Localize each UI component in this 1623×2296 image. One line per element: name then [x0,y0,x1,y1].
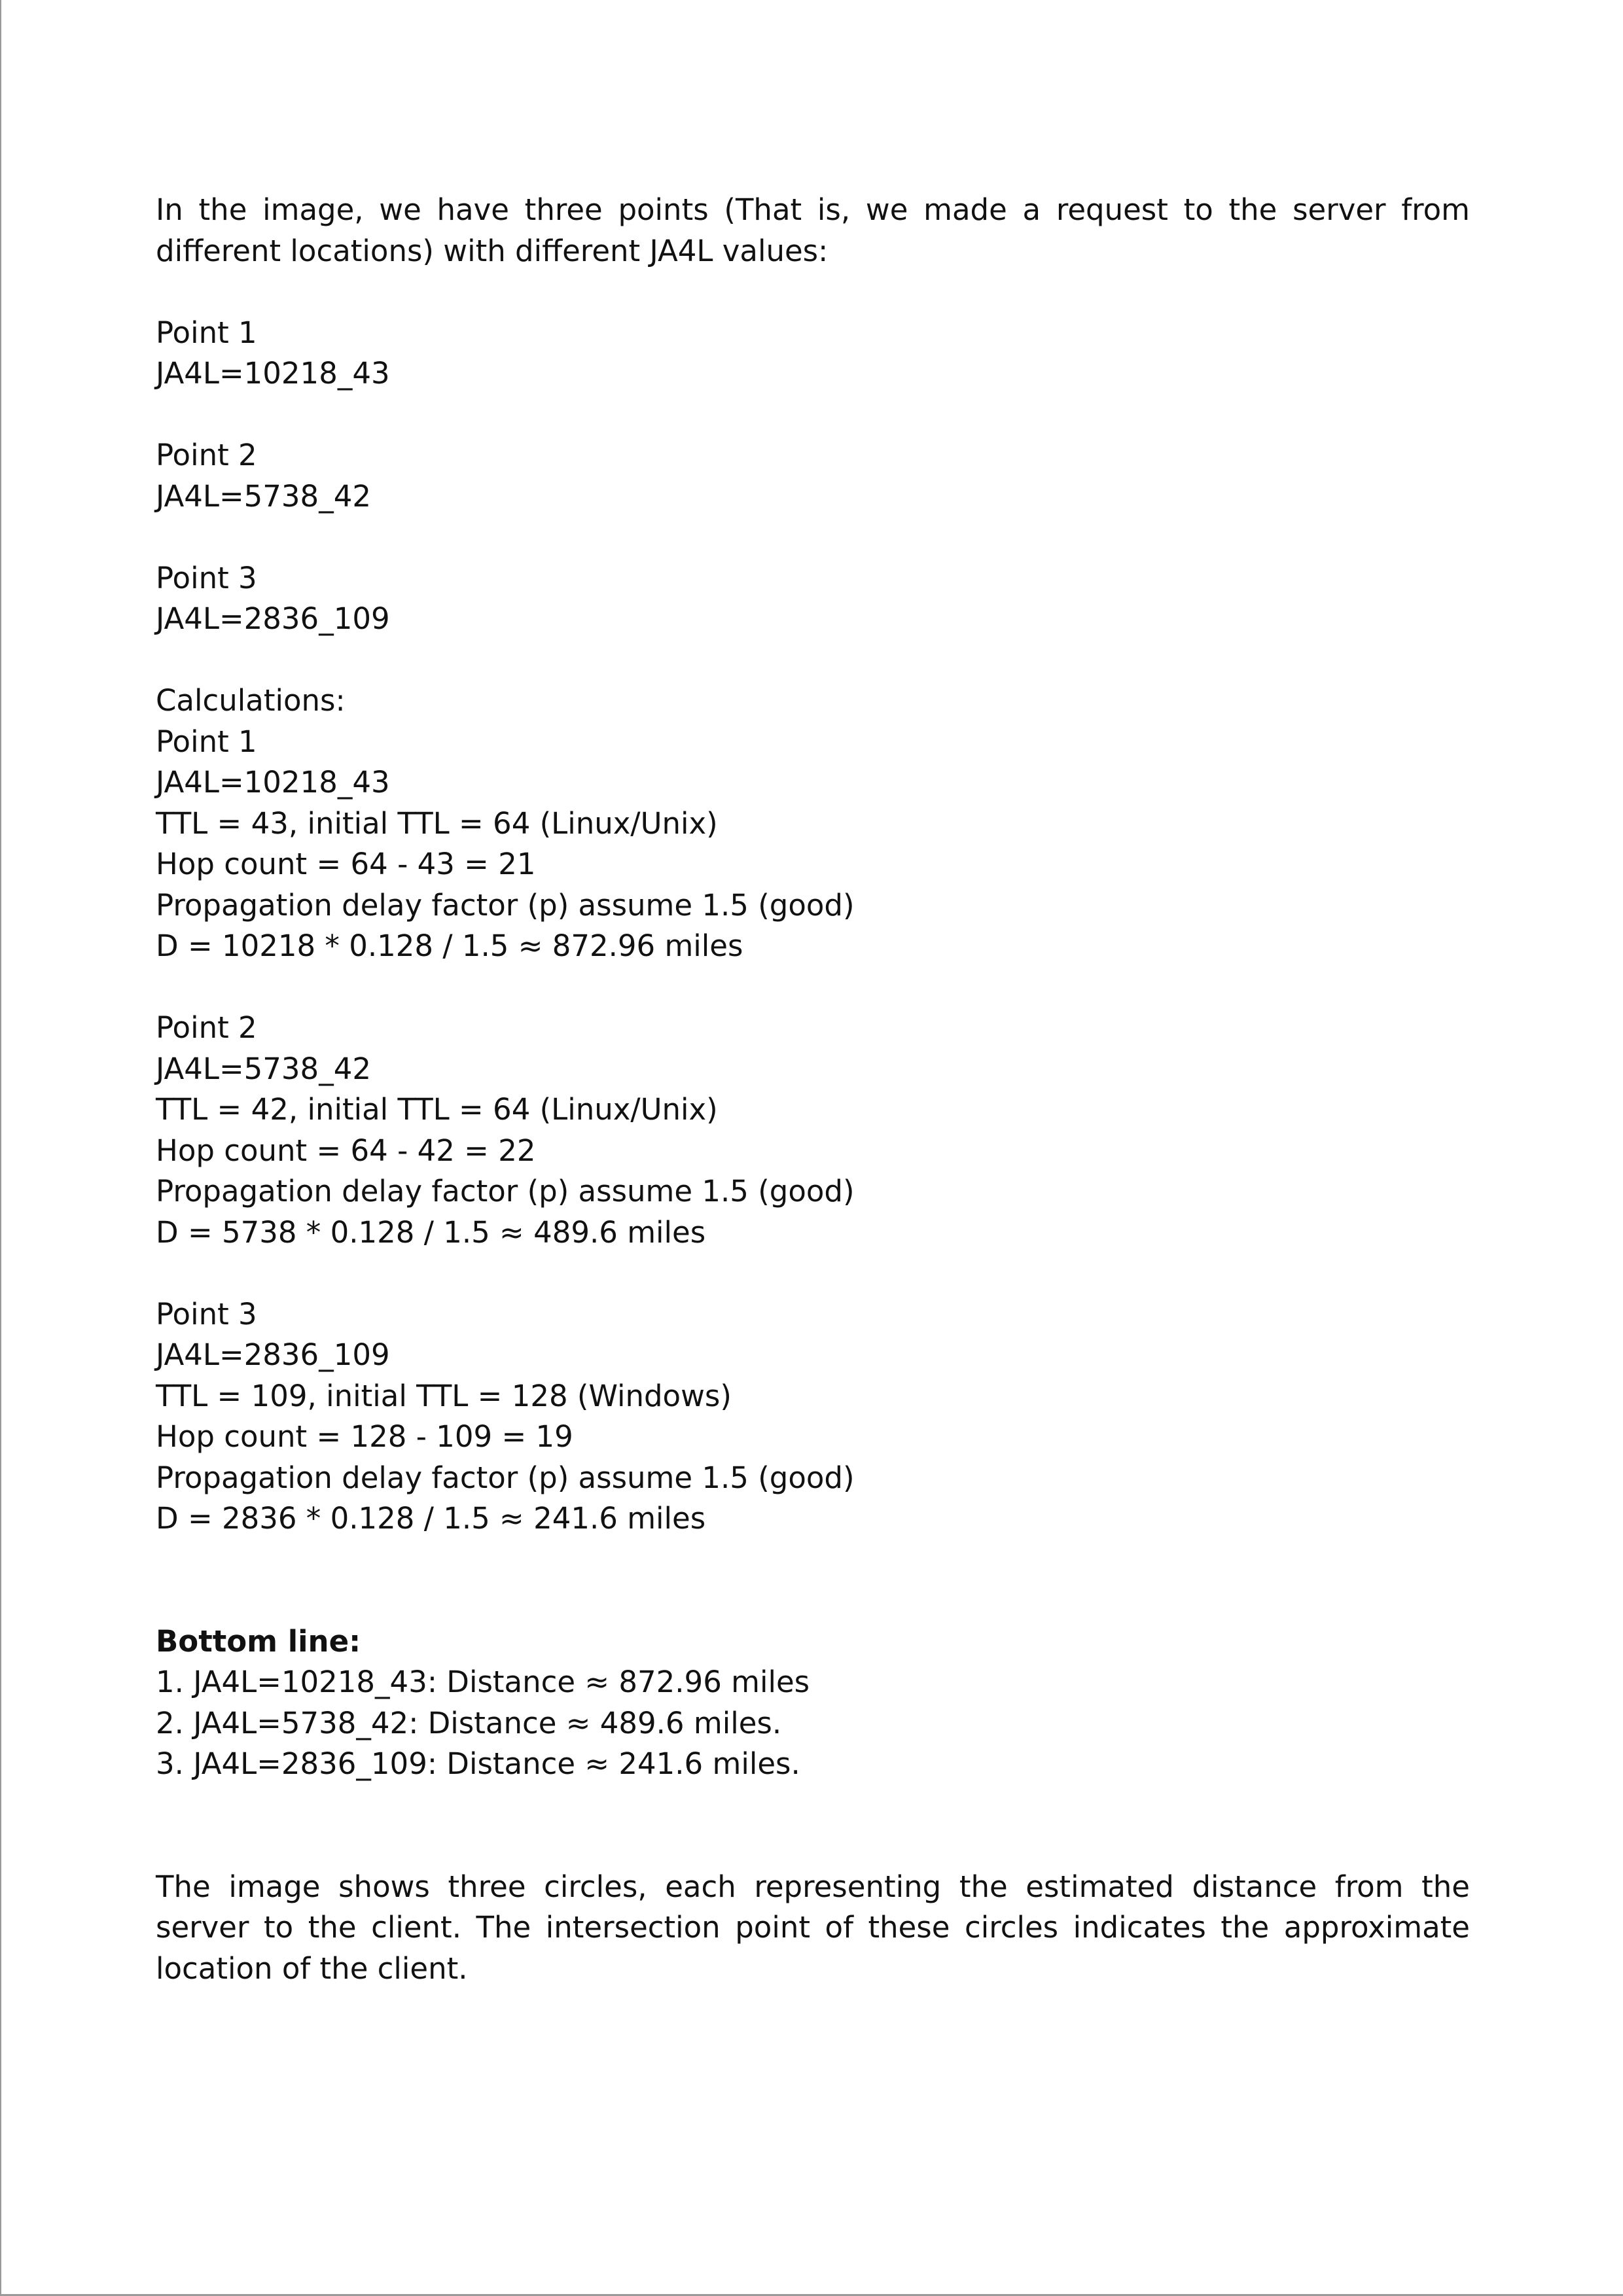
point-1-summary [156,313,1470,395]
calculations-heading: Calculations: [156,683,346,718]
calc-value: JA4L=5738_42 [156,1051,371,1086]
bottom-line-item: 2. JA4L=5738_42: Distance ≈ 489.6 miles. [156,1705,782,1740]
calc-value: JA4L=10218_43 [156,765,390,800]
bottom-line-item: 3. JA4L=2836_109: Distance ≈ 241.6 miles. [156,1746,800,1781]
point-2-summary [156,435,1470,517]
calc-delay-factor: Propagation delay factor (p) assume 1.5 (good) [156,1174,855,1209]
point-value: JA4L=2836_109 [156,601,390,636]
bottom-line-heading: Bottom line: [156,1623,361,1659]
calc-hop-count: Hop count = 128 - 109 = 19 [156,1419,573,1454]
calc-delay-factor: Propagation delay factor (p) assume 1.5 (good) [156,887,855,923]
calc-distance: D = 5738 * 0.128 / 1.5 ≈ 489.6 miles [156,1214,706,1250]
calc-distance: D = 2836 * 0.128 / 1.5 ≈ 241.6 miles [156,1501,706,1536]
calc-hop-count: Hop count = 64 - 42 = 22 [156,1133,536,1168]
point-label: Point 3 [156,560,257,595]
point-value: JA4L=5738_42 [156,478,371,514]
bottom-line-item: 1. JA4L=10218_43: Distance ≈ 872.96 miles [156,1665,810,1699]
calc-hop-count: Hop count = 64 - 43 = 21 [156,847,536,881]
point-label: Point 1 [156,315,257,350]
calc-label: Point 2 [156,1010,257,1045]
point-value: JA4L=10218_43 [156,356,390,391]
conclusion-paragraph: The image shows three circles, each representing the estimated distance from the server to the client. The intersection point of these circles indicates the approximate location of the client. [156,1869,1470,1986]
page-left-edge [0,0,1,2296]
point-label: Point 2 [156,438,257,472]
intro-paragraph: In the image, we have three points (That is, we made a request to the server from different locations) with different JA4L values: [156,192,1470,268]
calculation-block-point-3 [156,1294,1470,1540]
calc-ttl: TTL = 42, initial TTL = 64 (Linux/Unix) [156,1092,718,1127]
calc-value: JA4L=2836_109 [156,1337,390,1372]
calc-label: Point 3 [156,1296,257,1332]
document-body [156,190,1470,1989]
calc-ttl: TTL = 43, initial TTL = 64 (Linux/Unix) [156,805,718,841]
calc-ttl: TTL = 109, initial TTL = 128 (Windows) [156,1378,732,1413]
calculation-block-point-2 [156,1008,1470,1253]
calc-delay-factor: Propagation delay factor (p) assume 1.5 (good) [156,1460,855,1495]
calc-label: Point 1 [156,724,257,759]
calc-distance: D = 10218 * 0.128 / 1.5 ≈ 872.96 miles [156,928,743,963]
point-3-summary [156,558,1470,640]
calculation-block-point-1 [156,722,1470,967]
bottom-line-section [156,1621,1470,1785]
